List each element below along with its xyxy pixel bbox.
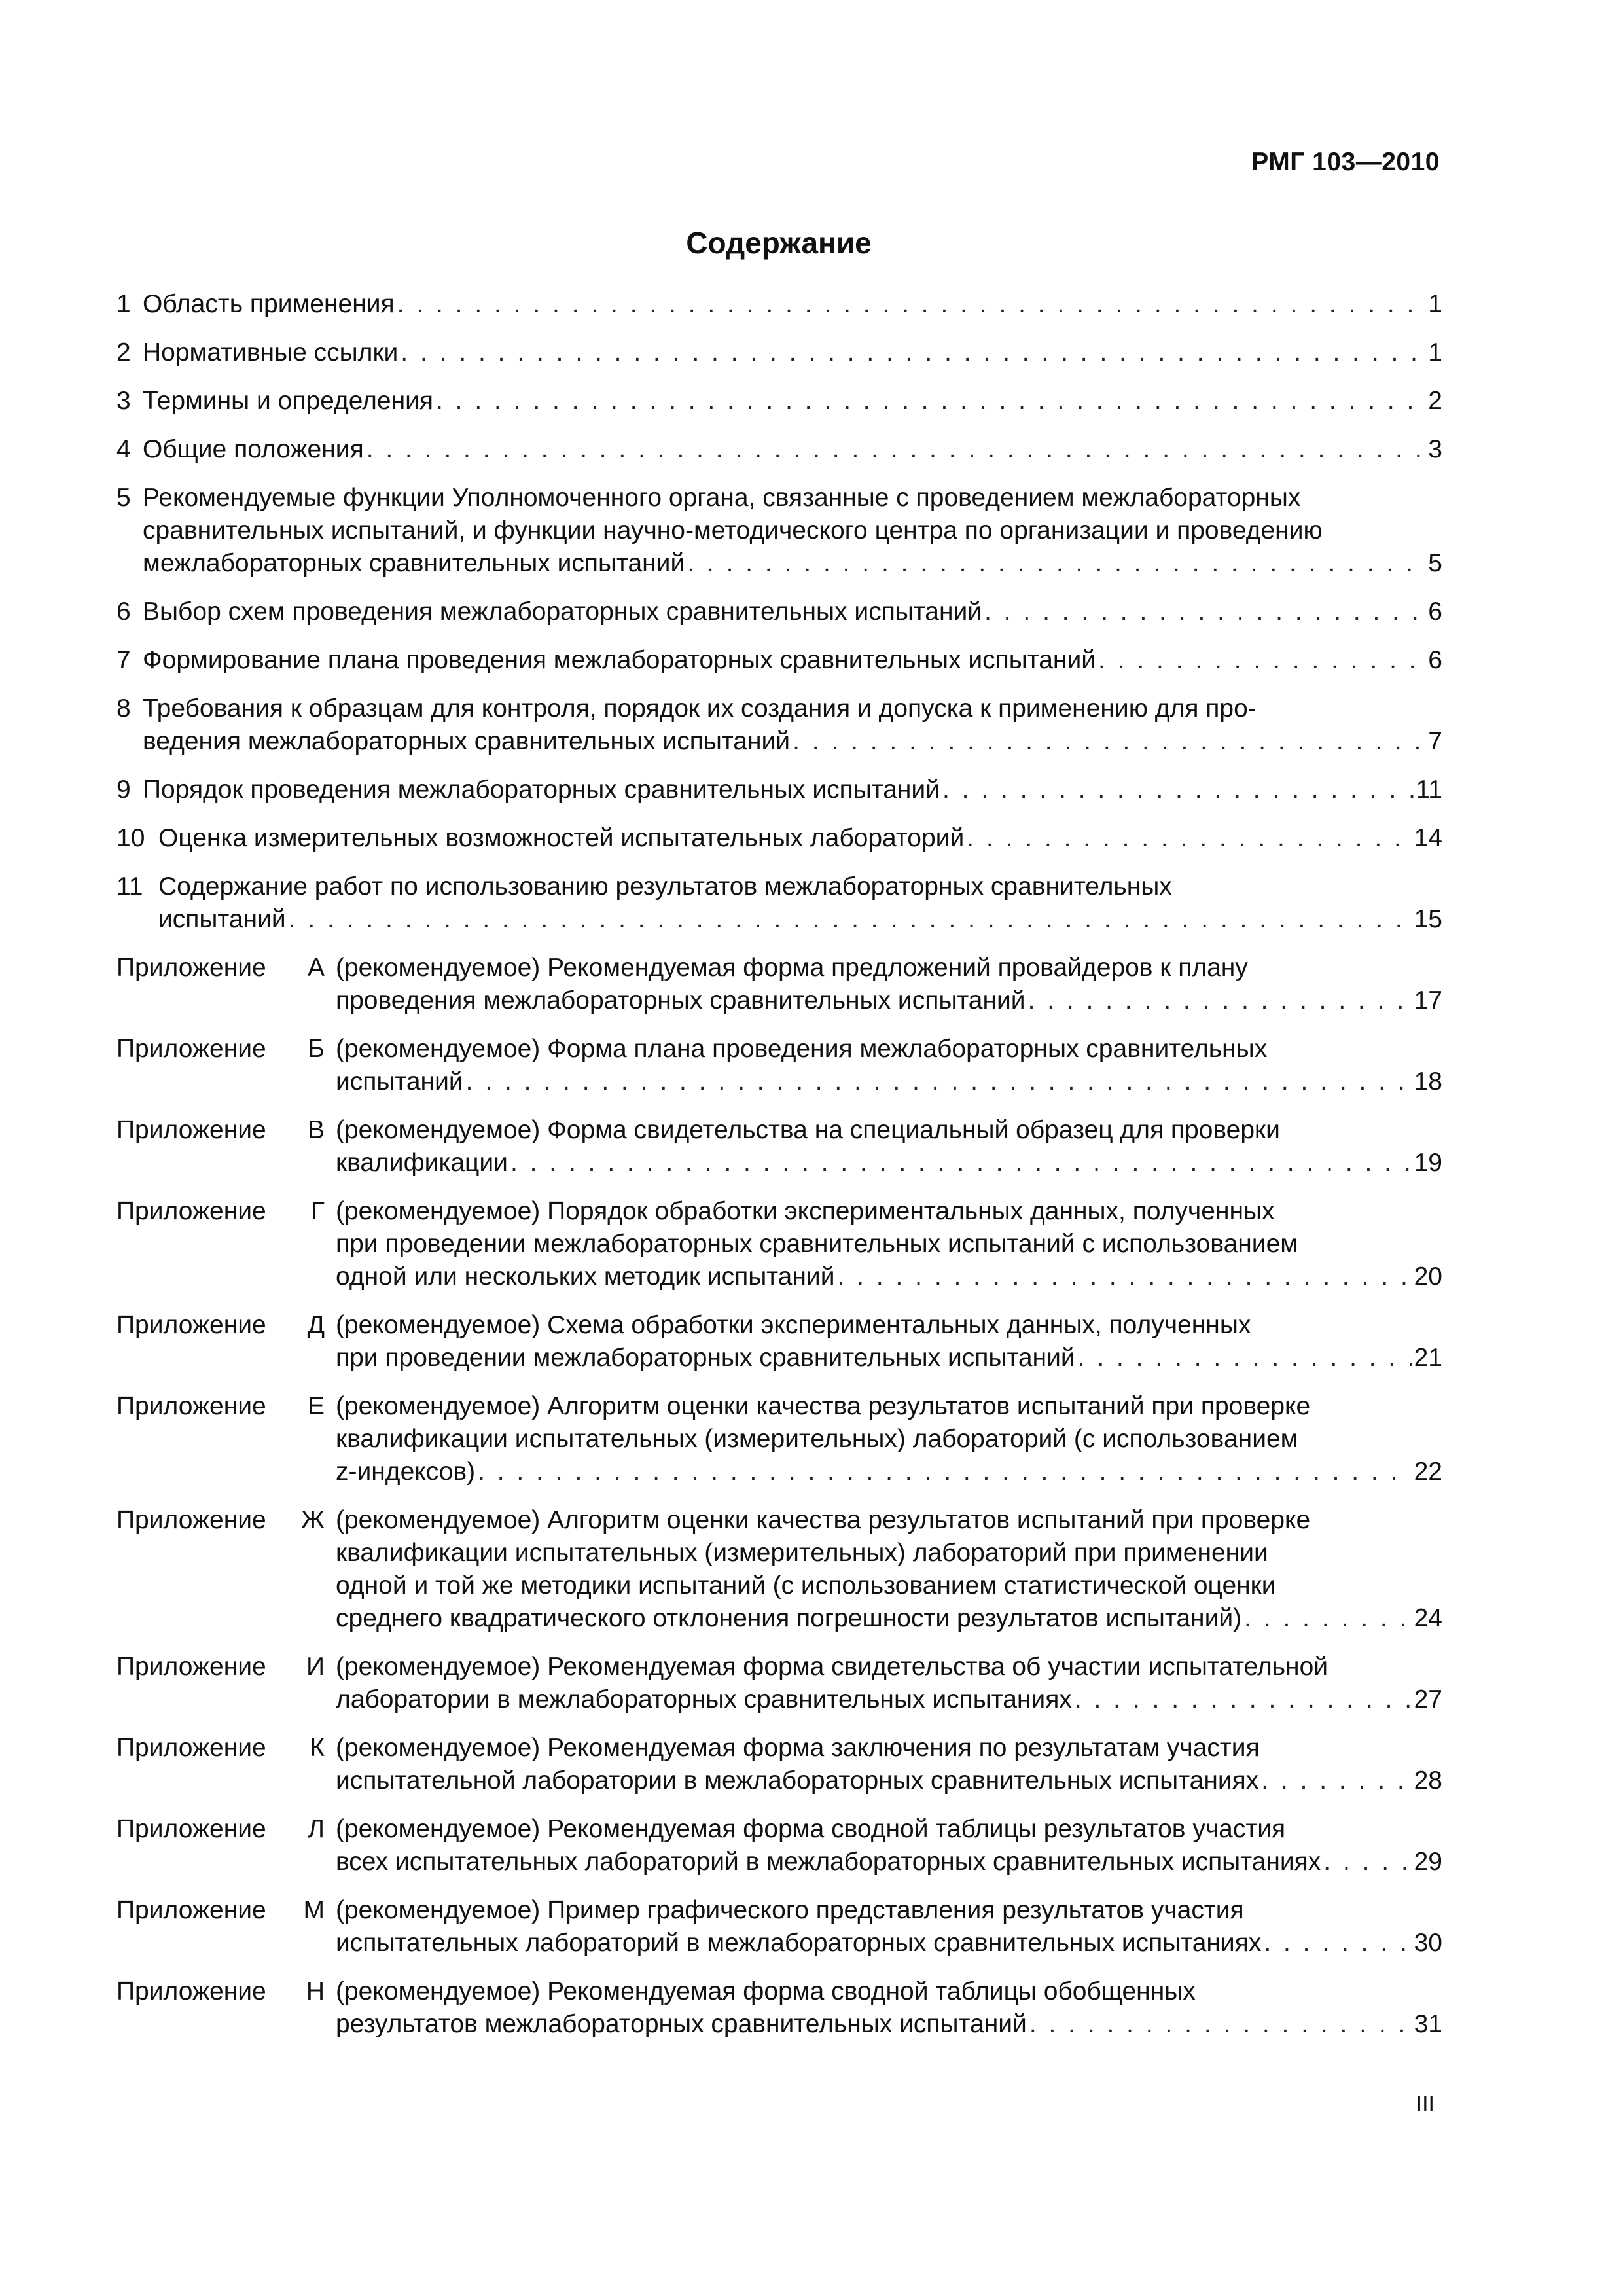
toc-page-number: 5 [1428,549,1442,577]
toc-page-number: 27 [1414,1685,1442,1713]
toc-page-number: 6 [1428,598,1442,626]
dot-leader [1029,2008,1412,2041]
appendix-word: Приложение [116,1035,266,1063]
toc-page-number: 2 [1428,387,1442,415]
toc-entry-text: испытаний [336,1067,463,1096]
toc-entry-text: Содержание работ по использованию результатов межлабораторных сравнительных [158,872,1172,901]
toc-entry-line [336,1228,1442,1261]
toc-entry-line [336,2008,1442,2041]
appendix-letter: А [307,954,325,982]
toc-entry-line [336,1033,1442,1066]
toc-section-entry[interactable] [116,433,1442,466]
dot-leader [1098,644,1425,677]
toc-entry-line [143,725,1442,758]
toc-entry-line [143,288,1442,321]
toc-page-number: 15 [1414,905,1442,933]
toc-page-number: 3 [1428,435,1442,463]
appendix-letter: Н [306,1977,325,2005]
appendix-word: Приложение [116,1311,266,1339]
section-number: 4 [116,435,131,463]
section-number: 11 [116,872,143,901]
appendix-word: Приложение [116,1653,266,1681]
toc-entry-text: всех испытательных лабораторий в межлабораторных сравнительных испытаниях [336,1848,1321,1876]
dot-leader [510,1147,1412,1179]
dot-leader [366,433,1426,466]
toc-section-entry[interactable] [116,596,1442,628]
toc-entry-line [336,1602,1442,1635]
appendix-word: Приложение [116,1896,266,1924]
toc-entry-line [158,822,1442,855]
toc-section-entry[interactable] [116,692,1442,758]
appendix-label [116,1732,332,1765]
appendix-letter: В [307,1116,325,1144]
toc-entry-line [336,1570,1442,1602]
toc-entry-text: квалификации [336,1149,508,1177]
toc-entry-text: (рекомендуемое) Форма плана проведения межлабораторных сравнительных [336,1035,1268,1063]
dot-leader [793,725,1425,758]
toc-appendix-entry[interactable] [116,1732,1442,1797]
dot-leader [436,385,1425,418]
toc-section-entry[interactable] [116,385,1442,418]
toc-entry-line [336,952,1442,984]
toc-appendix-entry[interactable] [116,1033,1442,1098]
toc-section-entry[interactable] [116,870,1442,936]
toc-page-number: 29 [1414,1848,1442,1876]
dot-leader [1264,1927,1411,1960]
toc-page-number: 11 [1416,776,1442,804]
dot-leader [1261,1765,1411,1797]
toc-entry-text: z-индексов) [336,1458,476,1486]
toc-page-number: 24 [1414,1604,1442,1632]
dot-leader [1078,1342,1412,1374]
toc-entry-text: Формирование плана проведения межлабораторных сравнительных испытаний [143,646,1096,674]
toc-page-number: 1 [1428,338,1442,367]
toc-entry-text: квалификации испытательных (измерительных) лабораторий (с использованием [336,1425,1298,1453]
toc-entry-text: проведения межлабораторных сравнительных испытаний [336,986,1026,1014]
toc-entry-text: (рекомендуемое) Рекомендуемая форма сводной таблицы обобщенных [336,1977,1196,2005]
toc-page-number: 22 [1414,1458,1442,1486]
toc-page-number: 30 [1414,1929,1442,1957]
appendix-letter: Е [307,1392,325,1420]
toc-entry-line [143,514,1442,547]
dot-leader [397,288,1426,321]
appendix-word: Приложение [116,954,266,982]
toc-entry-text: (рекомендуемое) Алгоритм оценки качества результатов испытаний при проверке [336,1392,1311,1420]
toc-entry-line [336,1975,1442,2008]
toc-entry-line [336,984,1442,1017]
toc-entry-text: одной и той же методики испытаний (с использованием статистической оценки [336,1571,1276,1600]
section-number: 7 [116,646,131,674]
toc-entry-line [158,903,1442,936]
toc-entry-line [158,870,1442,903]
toc-entry-text: Оценка измерительных возможностей испытательных лабораторий [158,824,965,852]
toc-appendix-entry[interactable] [116,1894,1442,1960]
appendix-word: Приложение [116,1197,266,1225]
toc-entry-line [143,336,1442,369]
appendix-label [116,952,332,984]
toc-appendix-entry[interactable] [116,1114,1442,1179]
appendix-label [116,1114,332,1147]
appendix-word: Приложение [116,1977,266,2005]
toc-page-number: 7 [1428,727,1442,755]
toc-entry-line [143,385,1442,418]
toc-entry-line [336,1504,1442,1537]
appendix-word: Приложение [116,1392,266,1420]
toc-entry-line [143,596,1442,628]
toc-entry-text: (рекомендуемое) Пример графического представления результатов участия [336,1896,1244,1924]
section-number: 10 [116,824,145,852]
dot-leader [687,547,1425,580]
toc-appendix-entry[interactable] [116,1504,1442,1635]
toc-entry-line [336,1195,1442,1228]
toc-entry-text: (рекомендуемое) Порядок обработки экспериментальных данных, полученных [336,1197,1275,1225]
toc-page-number: 14 [1414,824,1442,852]
toc-section-entry[interactable] [116,822,1442,855]
document-code: РМГ 103—2010 [1251,148,1440,176]
appendix-label [116,1504,332,1537]
table-of-contents [116,288,1442,2056]
toc-entry-line [336,1813,1442,1846]
toc-appendix-entry[interactable] [116,1813,1442,1878]
toc-section-entry[interactable] [116,288,1442,321]
toc-entry-text: (рекомендуемое) Рекомендуемая форма свидетельства об участии испытательной [336,1653,1329,1681]
dot-leader [967,822,1411,855]
toc-appendix-entry[interactable] [116,952,1442,1017]
toc-entry-line [336,1846,1442,1878]
toc-page-number: 6 [1428,646,1442,674]
toc-entry-text: сравнительных испытаний, и функции научно-методического центра по организации и проведению [143,516,1323,545]
section-number: 6 [116,598,131,626]
toc-page-number: 18 [1414,1067,1442,1096]
toc-entry-line [336,1683,1442,1716]
toc-page-number: 31 [1414,2010,1442,2038]
appendix-word: Приложение [116,1506,266,1534]
toc-entry-text: Нормативные ссылки [143,338,399,367]
toc-entry-line [336,1147,1442,1179]
appendix-word: Приложение [116,1116,266,1144]
appendix-label [116,1309,332,1342]
toc-entry-text: Область применения [143,290,395,318]
toc-page-number: 20 [1414,1263,1442,1291]
toc-entry-text: испытательных лабораторий в межлабораторных сравнительных испытаниях [336,1929,1262,1957]
dot-leader [984,596,1425,628]
toc-appendix-entry[interactable] [116,1309,1442,1374]
toc-entry-line [336,1927,1442,1960]
section-number: 5 [116,484,131,512]
toc-entry-line [336,1537,1442,1570]
appendix-label [116,1390,332,1423]
dot-leader [1075,1683,1412,1716]
appendix-label [116,1975,332,2008]
toc-entry-line [336,1651,1442,1683]
section-number: 1 [116,290,131,318]
toc-title: Содержание [686,226,872,260]
toc-entry-text: одной или нескольких методик испытаний [336,1263,835,1291]
toc-entry-line [143,774,1442,806]
toc-entry-line [336,1732,1442,1765]
appendix-word: Приложение [116,1815,266,1843]
appendix-word: Приложение [116,1734,266,1762]
appendix-letter: Г [310,1197,325,1225]
appendix-letter: И [306,1653,325,1681]
toc-entry-line [336,1390,1442,1423]
appendix-letter: К [310,1734,325,1762]
toc-entry-text: Рекомендуемые функции Уполномоченного органа, связанные с проведением межлабораторных [143,484,1301,512]
dot-leader [1244,1602,1411,1635]
appendix-letter: Ж [300,1506,325,1534]
toc-page-number: 28 [1414,1767,1442,1795]
toc-page-number: 21 [1414,1344,1442,1372]
appendix-letter: М [303,1896,325,1924]
toc-entry-text: при проведении межлабораторных сравнительных испытаний с использованием [336,1230,1298,1258]
toc-section-entry[interactable] [116,336,1442,369]
toc-entry-text: ведения межлабораторных сравнительных испытаний [143,727,791,755]
toc-entry-line [336,1456,1442,1488]
dot-leader [1028,984,1412,1017]
toc-entry-text: (рекомендуемое) Форма свидетельства на специальный образец для проверки [336,1116,1280,1144]
toc-appendix-entry[interactable] [116,1651,1442,1716]
toc-entry-text: (рекомендуемое) Схема обработки экспериментальных данных, полученных [336,1311,1251,1339]
toc-appendix-entry[interactable] [116,1975,1442,2041]
toc-entry-line [336,1261,1442,1293]
dot-leader [289,903,1412,936]
appendix-letter: Д [307,1311,325,1339]
toc-entry-text: лаборатории в межлабораторных сравнительных испытаниях [336,1685,1072,1713]
toc-entry-text: (рекомендуемое) Рекомендуемая форма предложений провайдеров к плану [336,954,1248,982]
toc-entry-line [143,547,1442,580]
page-number: III [1416,2092,1435,2117]
appendix-label [116,1651,332,1683]
section-number: 3 [116,387,131,415]
toc-page-number: 1 [1428,290,1442,318]
toc-entry-text: среднего квадратического отклонения погрешности результатов испытаний) [336,1604,1242,1632]
toc-entry-text: (рекомендуемое) Рекомендуемая форма заключения по результатам участия [336,1734,1260,1762]
toc-entry-line [143,644,1442,677]
toc-entry-line [336,1309,1442,1342]
toc-entry-text: испытаний [158,905,286,933]
section-number: 8 [116,694,131,723]
toc-entry-line [336,1342,1442,1374]
section-number: 9 [116,776,131,804]
toc-entry-text: испытательной лаборатории в межлабораторных сравнительных испытаниях [336,1767,1259,1795]
toc-entry-line [336,1066,1442,1098]
toc-page-number: 17 [1414,986,1442,1014]
toc-appendix-entry[interactable] [116,1195,1442,1293]
toc-entry-text: Выбор схем проведения межлабораторных сравнительных испытаний [143,598,982,626]
appendix-label [116,1033,332,1066]
toc-entry-text: (рекомендуемое) Алгоритм оценки качества результатов испытаний при проверке [336,1506,1311,1534]
toc-entry-text: (рекомендуемое) Рекомендуемая форма сводной таблицы результатов участия [336,1815,1286,1843]
toc-entry-line [143,692,1442,725]
dot-leader [1323,1846,1411,1878]
toc-page-number: 19 [1414,1149,1442,1177]
toc-entry-line [143,482,1442,514]
toc-entry-line [336,1423,1442,1456]
toc-entry-line [336,1114,1442,1147]
dot-leader [478,1456,1412,1488]
toc-section-entry[interactable] [116,482,1442,580]
toc-entry-text: Общие положения [143,435,364,463]
toc-section-entry[interactable] [116,774,1442,806]
section-number: 2 [116,338,131,367]
toc-entry-line [143,433,1442,466]
dot-leader [466,1066,1412,1098]
toc-section-entry[interactable] [116,644,1442,677]
toc-entry-text: межлабораторных сравнительных испытаний [143,549,685,577]
dot-leader [837,1261,1411,1293]
toc-entry-text: Требования к образцам для контроля, порядок их создания и допуска к применению для про- [143,694,1257,723]
toc-appendix-entry[interactable] [116,1390,1442,1488]
appendix-letter: Л [308,1815,325,1843]
toc-entry-text: результатов межлабораторных сравнительных испытаний [336,2010,1027,2038]
toc-entry-line [336,1894,1442,1927]
dot-leader [401,336,1425,369]
dot-leader [942,774,1413,806]
toc-entry-text: при проведении межлабораторных сравнительных испытаний [336,1344,1075,1372]
appendix-letter: Б [308,1035,325,1063]
appendix-label [116,1195,332,1228]
toc-entry-line [336,1765,1442,1797]
toc-entry-text: Термины и определения [143,387,434,415]
appendix-label [116,1894,332,1927]
toc-entry-text: Порядок проведения межлабораторных сравнительных испытаний [143,776,940,804]
appendix-label [116,1813,332,1846]
toc-entry-text: квалификации испытательных (измерительных) лабораторий при применении [336,1539,1268,1567]
